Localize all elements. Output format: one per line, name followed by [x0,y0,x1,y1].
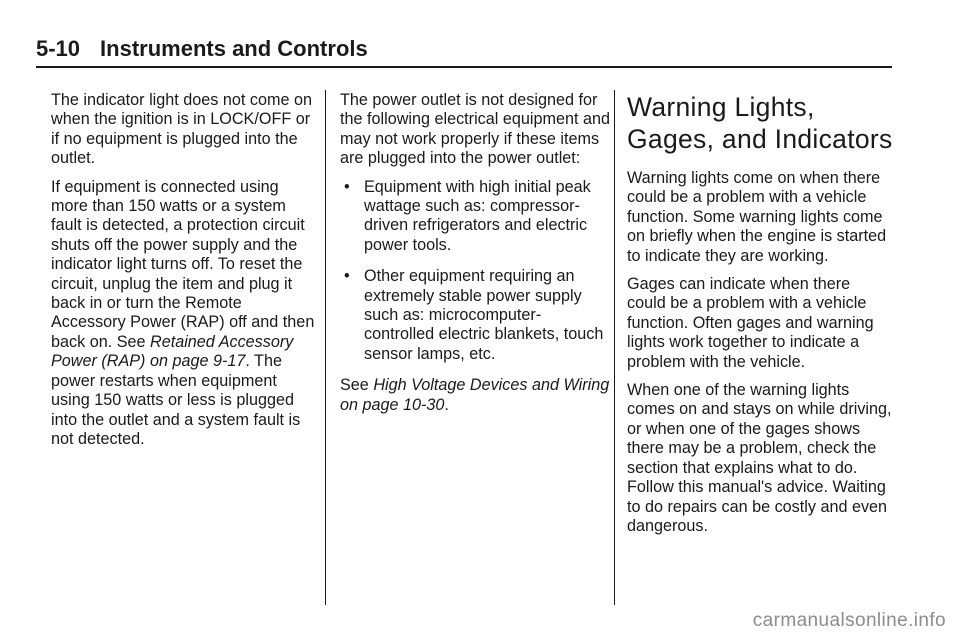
list-item [340,178,610,256]
equipment-list [340,178,610,365]
list-item-text: Other equipment requiring an extremely stable power supply such as: microcomputer-controlled electric blankets, touch sensor lamps, etc. [364,267,604,363]
high-voltage-page-reference[interactable]: High Voltage Devices and Wiring on page 10-30 [340,376,610,414]
section-title: Warning Lights, Gages, and Indicators [627,92,893,154]
column-divider-2 [614,90,615,605]
page-number: 5-10 [36,36,81,61]
chapter-title: Instruments and Controls [100,36,368,61]
watermark: carmanualsonline.info [752,610,946,631]
gages-paragraph: Gages can indicate when there could be a problem with a vehicle function. Often gages and warning lights work together to indicate a problem with the vehicle. [627,275,874,371]
indicator-light-paragraph: The indicator light does not come on when the ignition is in LOCK/OFF or if no equipment is plugged into the outlet. [51,91,312,168]
driving-warning-paragraph: When one of the warning lights comes on and stays on while driving, or when one of the gages shows there may be a problem, check the section that explains what to do. Follow this manual's advice. Waiting to do repairs can be costly and even dangerous. [627,381,892,535]
rap-page-reference[interactable]: Retained Accessory Power (RAP) on page 9-17 [51,332,294,371]
outlet-limitations-paragraph: The power outlet is not designed for the following electrical equipment and may not work properly if these items are plugged into the power outlet: [340,91,610,168]
protection-circuit-paragraph [51,178,317,450]
column-right [627,91,893,545]
power-restart-text: . The power restarts when equipment using 150 watts or less is plugged into the outlet and a system fault is not detected. [51,352,301,448]
page-header [36,34,892,64]
bullet-icon: • [344,267,350,286]
protection-circuit-text: If equipment is connected using more than 150 watts or a system fault is detected, a protection circuit shuts off the power supply and the indicator light turns off. To reset the circuit, unplug the item and plug it back in or turn the Remote Accessory Power (RAP) off and then back on. See [51,177,315,351]
column-middle [340,91,610,424]
list-item [340,267,610,364]
see-text: See [340,376,374,395]
see-reference-paragraph [340,376,610,415]
header-rule [36,66,892,68]
column-left [51,91,317,458]
see-tail: . [444,395,449,414]
column-divider-1 [325,90,326,605]
bullet-icon: • [344,177,350,196]
warning-lights-paragraph: Warning lights come on when there could be a problem with a vehicle function. Some warning lights come on briefly when the engine is started to indicate they are working. [627,169,887,265]
list-item-text: Equipment with high initial peak wattage such as: compressor-driven refrigerators and electric power tools. [364,177,591,254]
